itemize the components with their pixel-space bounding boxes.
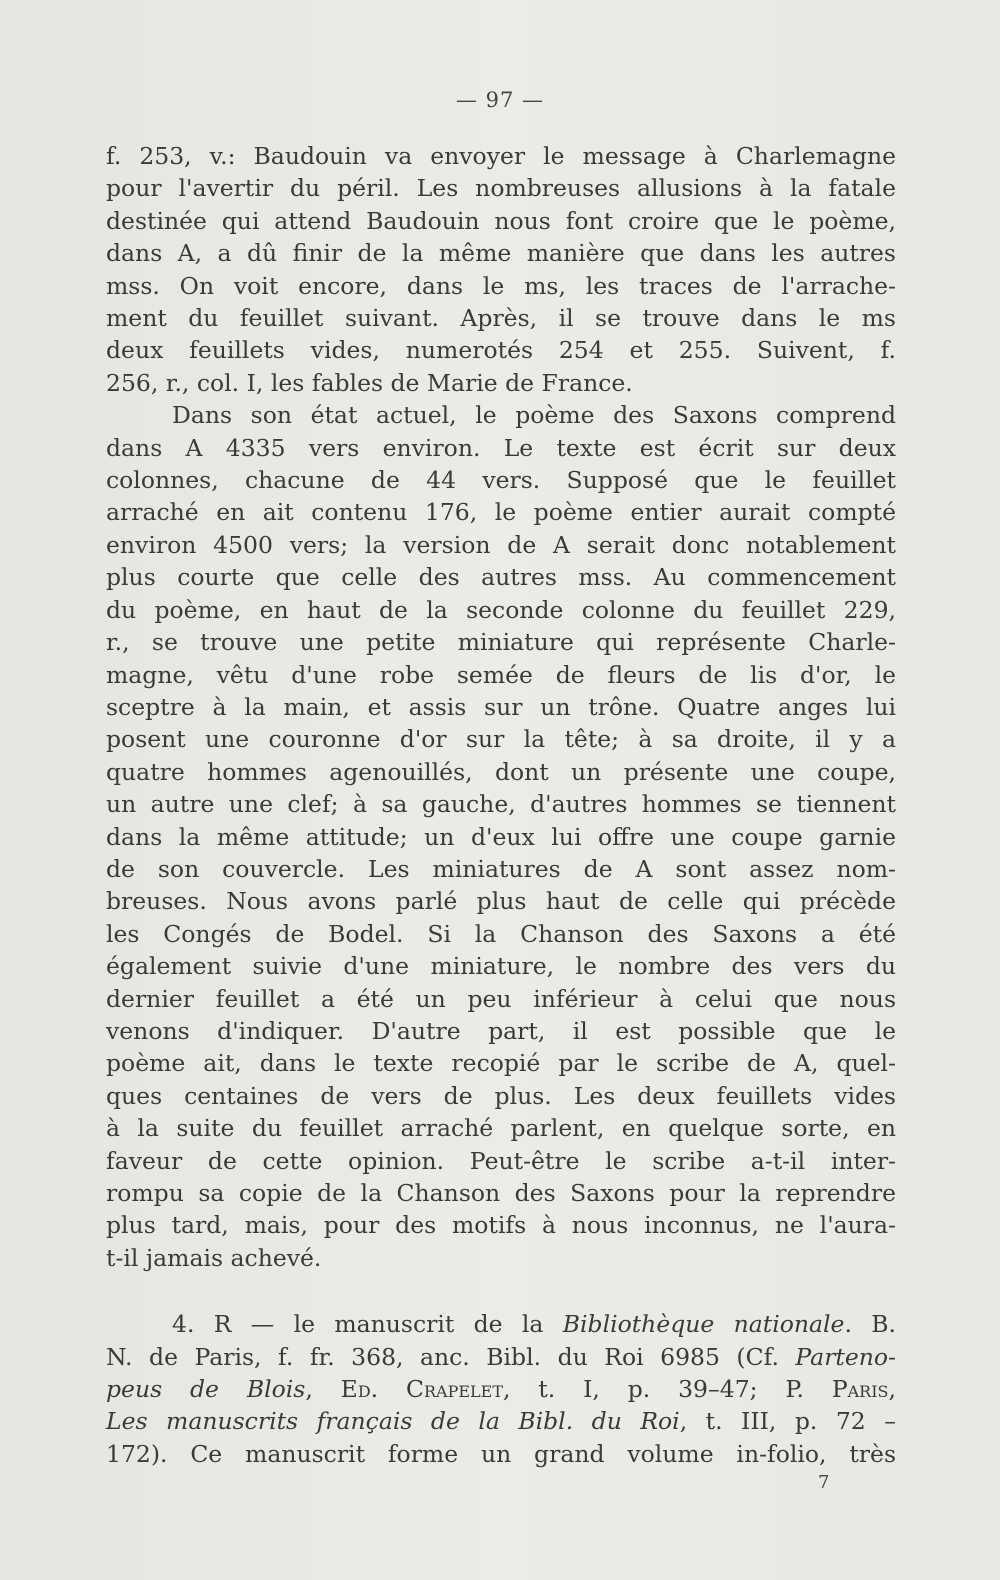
text-line: faveur de cette opinion. Peut-être le scribe a-t-il inter- [106,1146,896,1175]
paragraph-gap [106,1274,896,1308]
page-number: — 97 — [455,88,545,112]
body-text [106,140,896,1470]
text-line: 172). Ce manuscrit forme un grand volume in-folio, très [106,1439,896,1468]
text-line: les Congés de Bodel. Si la Chanson des Saxons a été [106,919,896,948]
text-line: magne, vêtu d'une robe semée de fleurs de lis d'or, le [106,660,896,689]
text-line: du poème, en haut de la seconde colonne du feuillet 229, [106,595,896,624]
text-line: dans la même attitude; un d'eux lui offre une coupe garnie [106,822,896,851]
text-line: ques centaines de vers de plus. Les deux feuillets vides [106,1081,896,1110]
text-line: dans A, a dû finir de la même manière que dans les autres [106,239,896,268]
text-line: dans A 4335 vers environ. Le texte est écrit sur deux [106,433,896,462]
text-line: N. de Paris, f. fr. 368, anc. Bibl. du Roi 6985 (Cf. Parteno- [106,1342,896,1371]
text-line: arraché en ait contenu 176, le poème entier aurait compté [106,498,896,527]
text-line: colonnes, chacune de 44 vers. Supposé que le feuillet [106,466,896,495]
text-line: breuses. Nous avons parlé plus haut de celle qui précède [106,887,896,916]
text-line: dernier feuillet a été un peu inférieur à celui que nous [106,984,896,1013]
text-line: rompu sa copie de la Chanson des Saxons pour la reprendre [106,1179,896,1207]
text-line: de son couvercle. Les miniatures de A sont assez nom- [106,854,896,883]
text-line: quatre hommes agenouillés, dont un présente une coupe, [106,757,896,786]
text-line: à la suite du feuillet arraché parlent, en quelque sorte, en [106,1114,896,1143]
text-line: plus courte que celle des autres mss. Au commencement [106,563,896,592]
text-line: posent une couronne d'or sur la tête; à sa droite, il y a [106,725,896,754]
text-line: peus de Blois, Ed. Crapelet, t. I, p. 39–47; P. Paris, [106,1375,896,1404]
text-line: f. 253, v.: Baudouin va envoyer le message à Charlemagne [106,142,896,170]
text-line: Dans son état actuel, le poème des Saxons comprend [172,401,896,430]
text-line: pour l'avertir du péril. Les nombreuses allusions à la fatale [106,174,896,203]
paragraph-1 [106,140,896,399]
text-line: t-il jamais achevé. [106,1243,322,1272]
text-line: également suivie d'une miniature, le nombre des vers du [106,952,896,981]
text-line: ment du feuillet suivant. Après, il se trouve dans le ms [106,304,896,333]
text-line: plus tard, mais, pour des motifs à nous inconnus, ne l'aura- [106,1211,896,1240]
text-line: mss. On voit encore, dans le ms, les traces de l'arrache- [106,271,896,300]
text-line: venons d'indiquer. D'autre part, il est possible que le [106,1016,896,1045]
text-line: Les manuscrits français de la Bibl. du Roi, t. III, p. 72 – [106,1407,896,1436]
text-line: 4. R — le manuscrit de la Bibliothèque nationale. B. [172,1310,896,1339]
text-line: deux feuillets vides, numerotés 254 et 255. Suivent, f. [106,336,896,365]
text-line: 256, r., col. I, les fables de Marie de France. [106,368,633,397]
signature-mark: 7 [818,1472,830,1493]
text-line: destinée qui attend Baudouin nous font croire que le poème, [106,206,896,235]
text-line: environ 4500 vers; la version de A serait donc notablement [106,530,896,559]
text-line: r., se trouve une petite miniature qui représente Charle- [106,628,896,657]
paragraph-3 [106,1308,896,1470]
text-line: poème ait, dans le texte recopié par le scribe de A, quel- [106,1049,896,1078]
text-line: sceptre à la main, et assis sur un trône. Quatre anges lui [106,692,896,721]
text-line: un autre une clef; à sa gauche, d'autres hommes se tiennent [106,790,896,819]
paragraph-2 [106,399,896,1274]
